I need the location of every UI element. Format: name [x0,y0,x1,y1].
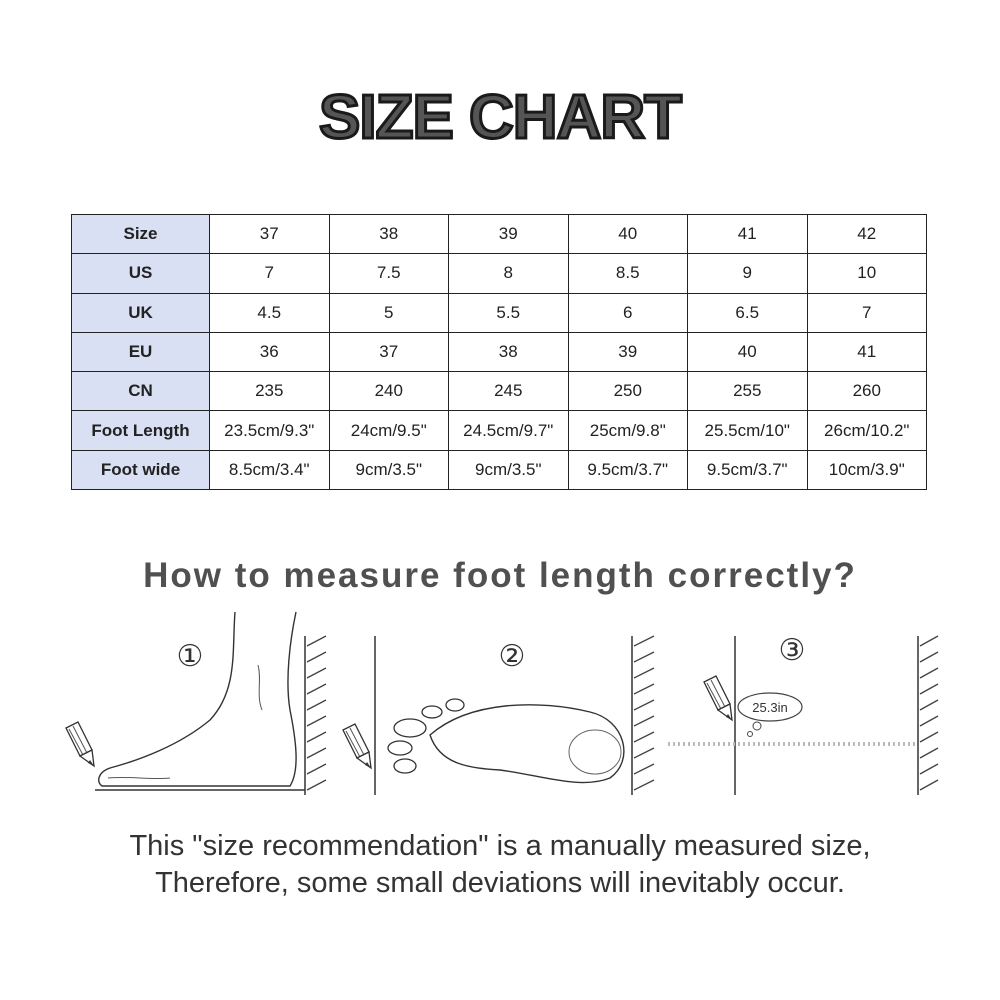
table-cell: 25cm/9.8" [568,411,688,450]
disclaimer-note [0,828,1000,902]
table-cell: 39 [568,332,688,371]
table-row [72,254,927,293]
table-row [72,372,927,411]
table-cell: 8 [449,254,569,293]
table-cell: 4.5 [210,293,330,332]
disclaimer-line-2: Therefore, some small deviations will inevitably occur. [155,867,845,899]
table-cell: 7 [807,293,927,332]
step-1-number: ① [176,639,204,674]
row-header: EU [72,332,210,371]
step-3-number: ③ [778,633,806,668]
table-row [72,215,927,254]
pencil-icon [704,676,732,720]
table-cell: 24cm/9.5" [329,411,449,450]
row-header: Size [72,215,210,254]
table-cell: 7.5 [329,254,449,293]
table-cell: 10cm/3.9" [807,450,927,489]
table-row [72,293,927,332]
measure-heading: How to measure foot length correctly? [143,556,857,595]
table-cell: 25.5cm/10" [688,411,808,450]
table-cell: 42 [807,215,927,254]
table-cell: 6 [568,293,688,332]
table-row [72,332,927,371]
table-cell: 37 [329,332,449,371]
table-cell: 24.5cm/9.7" [449,411,569,450]
pencil-icon [343,724,371,768]
table-cell: 10 [807,254,927,293]
table-cell: 9cm/3.5" [449,450,569,489]
table-cell: 38 [329,215,449,254]
table-cell: 9.5cm/3.7" [568,450,688,489]
disclaimer-line-1: This "size recommendation" is a manually measured size, [129,830,871,862]
table-cell: 41 [688,215,808,254]
table-cell: 38 [449,332,569,371]
table-cell: 41 [807,332,927,371]
table-cell: 245 [449,372,569,411]
table-cell: 255 [688,372,808,411]
table-cell: 39 [449,215,569,254]
row-header: Foot wide [72,450,210,489]
page-title: SIZE CHART [319,83,681,152]
table-cell: 5.5 [449,293,569,332]
table-row [72,411,927,450]
table-cell: 9.5cm/3.7" [688,450,808,489]
table-cell: 5 [329,293,449,332]
row-header: UK [72,293,210,332]
table-cell: 8.5 [568,254,688,293]
table-cell: 26cm/10.2" [807,411,927,450]
row-header: CN [72,372,210,411]
step-2-number: ② [498,639,526,674]
table-cell: 260 [807,372,927,411]
table-row [72,450,927,489]
table-cell: 37 [210,215,330,254]
measurement-bubble: 25.3in [752,700,788,715]
table-cell: 40 [688,332,808,371]
size-chart-table [71,214,927,490]
table-cell: 6.5 [688,293,808,332]
row-header: US [72,254,210,293]
table-cell: 240 [329,372,449,411]
table-cell: 9cm/3.5" [329,450,449,489]
row-header: Foot Length [72,411,210,450]
table-cell: 250 [568,372,688,411]
table-cell: 7 [210,254,330,293]
pencil-icon [66,722,94,766]
table-cell: 40 [568,215,688,254]
table-cell: 8.5cm/3.4" [210,450,330,489]
table-cell: 23.5cm/9.3" [210,411,330,450]
measurement-illustrations [0,600,1000,810]
table-cell: 36 [210,332,330,371]
table-cell: 9 [688,254,808,293]
table-cell: 235 [210,372,330,411]
